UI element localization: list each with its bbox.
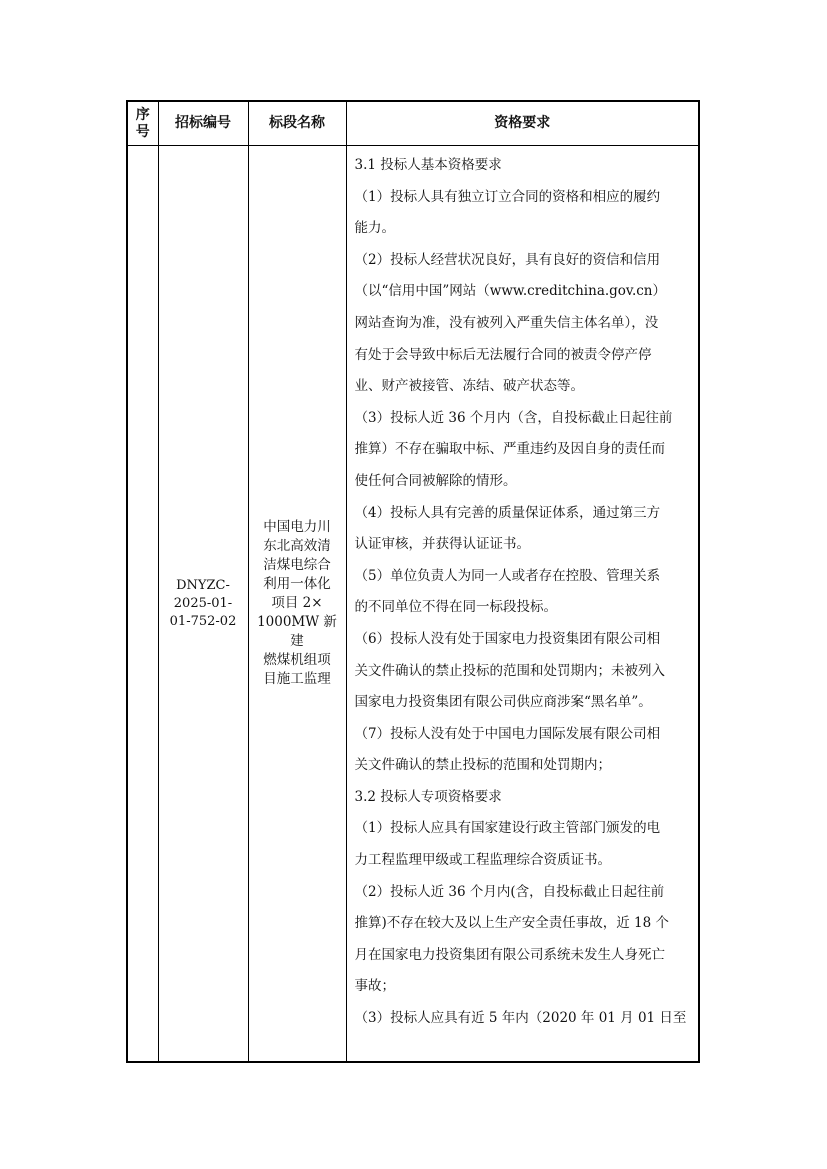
requirement-line: 月在国家电力投资集团有限公司系统未发生人身死亡 — [354, 946, 665, 963]
cell-seq — [127, 146, 158, 1063]
requirement-line: （1）投标人具有独立订立合同的资格和相应的履约 — [354, 188, 661, 205]
bid-number-line: DNYZC- — [176, 577, 230, 593]
requirement-line: （2）投标人经营状况良好，具有良好的资信和信用 — [354, 251, 661, 268]
requirement-line: （以“信用中国”网站（www.creditchina.gov.cn） — [354, 283, 666, 300]
cell-section-name — [248, 146, 346, 1063]
table-header-row — [127, 101, 699, 146]
requirement-line: 的不同单位不得在同一标段投标。 — [354, 599, 557, 616]
requirement-line: （1）投标人应具有国家建设行政主管部门颁发的电 — [354, 820, 661, 837]
requirement-line: 3.2 投标人专项资格要求 — [354, 788, 502, 805]
requirement-line: 3.1 投标人基本资格要求 — [354, 157, 502, 173]
cell-bid-number — [158, 146, 248, 1063]
section-name-line: 目施工监理 — [263, 671, 331, 687]
requirement-line: 能力。 — [354, 220, 395, 237]
table-row — [127, 146, 699, 1063]
requirement-line: 推算）不存在骗取中标、严重违约及因自身的责任而 — [354, 441, 665, 458]
requirement-line: （4）投标人具有完善的质量保证体系，通过第三方 — [354, 504, 661, 521]
header-section-name: 标段名称 — [248, 101, 346, 146]
requirement-line: 网站查询为准，没有被列入严重失信主体名单），没 — [354, 314, 659, 331]
section-name-line: 洁煤电综合 — [263, 557, 331, 573]
requirement-line: （6）投标人没有处于国家电力投资集团有限公司相 — [354, 630, 661, 647]
requirement-line: 力工程监理甲级或工程监理综合资质证书。 — [354, 852, 611, 869]
requirement-line: （2）投标人近 36 个月内(含，自投标截止日起往前 — [354, 883, 665, 900]
requirement-line: 事故； — [354, 978, 395, 995]
requirement-line: （5）单位负责人为同一人或者存在控股、管理关系 — [354, 567, 661, 584]
section-name-line: 东北高效清 — [263, 538, 331, 554]
bid-number-line: 2025-01- — [173, 595, 233, 611]
requirement-line: 业、财产被接管、冻结、破产状态等。 — [354, 378, 584, 395]
requirement-line: （7）投标人没有处于中国电力国际发展有限公司相 — [354, 725, 661, 742]
header-requirements: 资格要求 — [346, 101, 699, 146]
requirement-line: 有处于会导致中标后无法履行合同的被责令停产停 — [354, 346, 652, 363]
requirement-line: 关文件确认的禁止投标的范围和处罚期内； — [354, 757, 611, 774]
requirement-line: （3）投标人应具有近 5 年内（2020 年 01 月 01 日至 — [354, 1010, 687, 1027]
requirement-line: （3）投标人近 36 个月内（含，自投标截止日起往前 — [354, 409, 673, 426]
requirements-text — [355, 150, 691, 1035]
header-seq — [127, 101, 158, 146]
requirement-line: 推算)不存在较大及以上生产安全责任事故，近 18 个 — [354, 915, 670, 932]
section-name-line: 项目 2× — [271, 595, 323, 611]
cell-requirements — [346, 146, 699, 1063]
section-name-line: 利用一体化 — [263, 576, 331, 592]
section-name-line: 中国电力川 — [263, 519, 331, 535]
section-name-line: 1000MW 新建 — [257, 614, 337, 649]
requirement-line: 关文件确认的禁止投标的范围和处罚期内；未被列入 — [354, 662, 665, 679]
header-bid-number: 招标编号 — [158, 101, 248, 146]
header-seq-label: 序 号 — [135, 106, 150, 140]
qualification-table — [126, 100, 700, 1063]
bid-number-line: 01-752-02 — [169, 613, 237, 629]
section-name-line: 燃煤机组项 — [263, 652, 331, 668]
requirement-line: 使任何合同被解除的情形。 — [354, 472, 517, 489]
requirement-line: 国家电力投资集团有限公司供应商涉案“黑名单”。 — [354, 694, 652, 711]
requirement-line: 认证审核，并获得认证证书。 — [354, 536, 530, 553]
